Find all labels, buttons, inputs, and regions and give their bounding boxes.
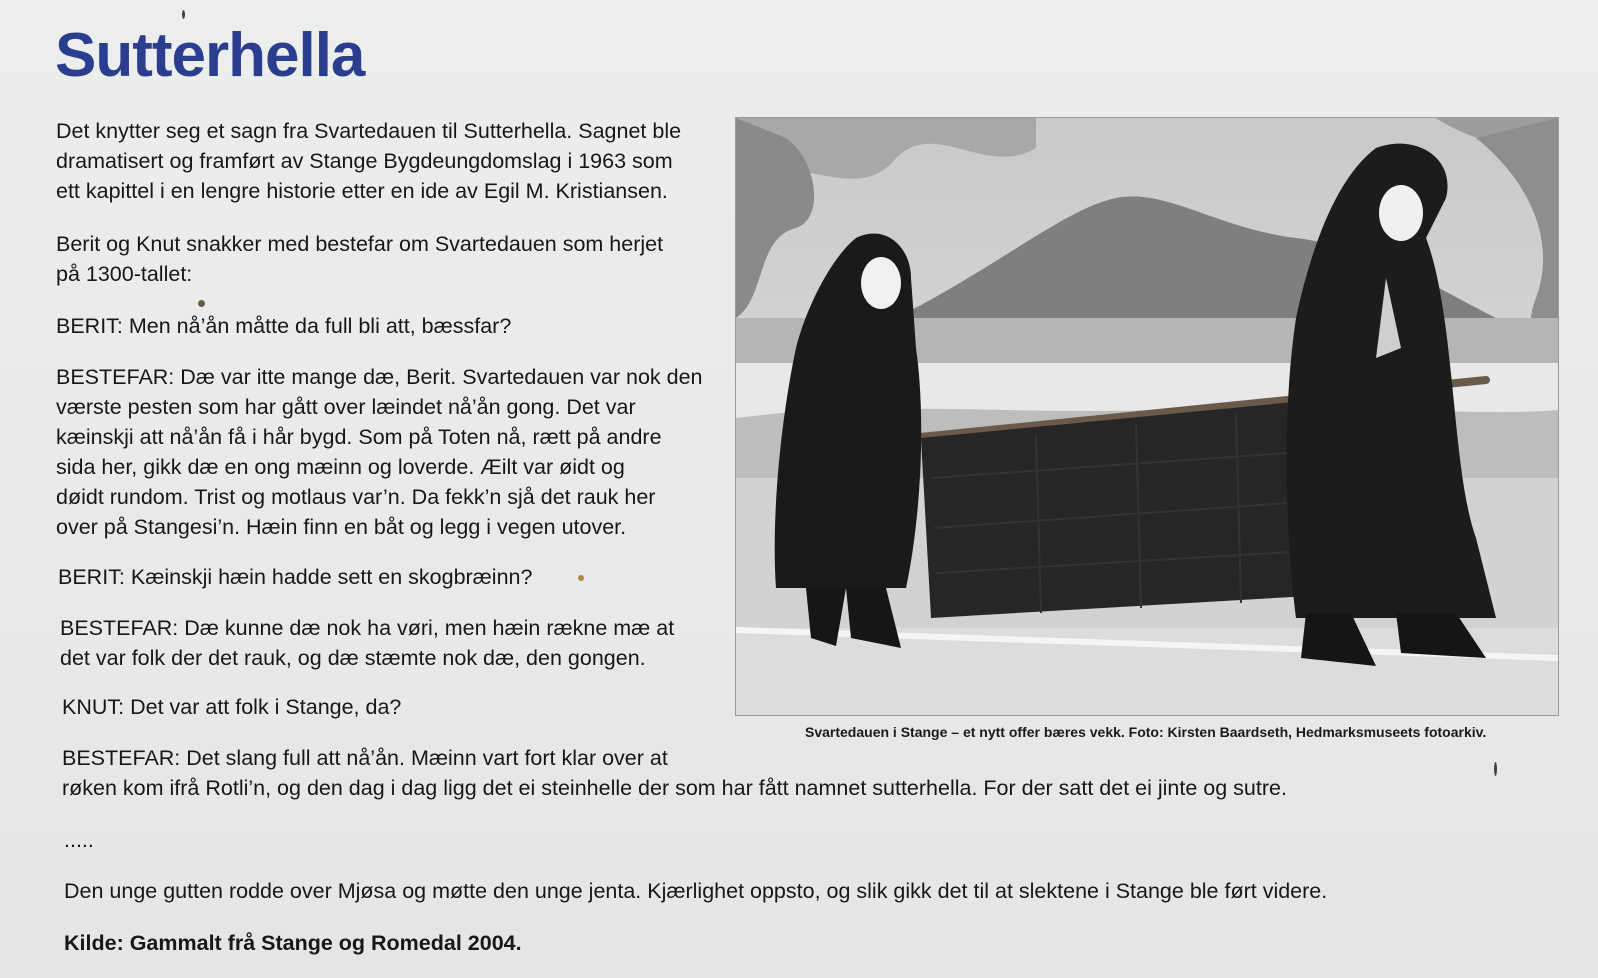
intro-paragraph: Det knytter seg et sagn fra Svartedauen til Sutterhella. Sagnet ble dramatisert og framført av Stange Bygdeungdomslag i 1963 som ett kapittel i en lengre historie etter en ide av Egil M. Kristiansen.: [56, 119, 682, 203]
dialogue-bestefar-2: BESTEFAR: Dæ kunne dæ nok ha vøri, men hæin rækne mæ at det var folk der det rauk, og dæ stæmte nok dæ, den gongen.: [60, 616, 675, 670]
weathering-speck: [182, 10, 185, 19]
dialogue-bestefar-3: BESTEFAR: Det slang full att nå’ån. Mæinn vart fort klar over at røken kom ifrå Rotli’n, og den dag i dag ligg det ei steinhelle der som har fått namnet sutterhella. For der satt det ei jinte og sutre.: [62, 746, 1287, 800]
dialogue-bestefar-1: BESTEFAR: Dæ var itte mange dæ, Berit. Svartedauen var nok den værste pesten som har gått over læindet nå’ån gong. Det var kæinskji att nå’ån få i hår bygd. Som på Toten nå, rætt på andre sida her, gikk dæ en ong mæinn og loverde. Æilt var øidt og døidt rundom. Trist og motlaus var’n. Da fekk’n sjå det rauk her over på Stangesi’n. Hæin finn en båt og legg i vegen utover.: [56, 365, 703, 539]
page-title: Sutterhella: [55, 21, 365, 90]
weathering-speck: [1494, 762, 1497, 776]
closing-paragraph: Den unge gutten rodde over Mjøsa og møtte den unge jenta. Kjærlighet oppsto, og slik gikk det til at slektene i Stange ble ført videre.: [64, 879, 1328, 903]
historical-photo: [735, 117, 1559, 716]
weathering-speck: [198, 300, 205, 307]
photo-caption: Svartedauen i Stange – et nytt offer bæres vekk. Foto: Kirsten Baardseth, Hedmarksmuseets fotoarkiv.: [805, 724, 1487, 740]
dialogue-berit-2: BERIT: Kæinskji hæin hadde sett en skogbræinn?: [58, 565, 533, 589]
dialogue-berit-1: BERIT: Men nå’ån måtte da full bli att, bæssfar?: [56, 314, 512, 338]
photo-illustration: [736, 118, 1558, 715]
ellipsis: .....: [64, 828, 94, 852]
context-paragraph: Berit og Knut snakker med bestefar om Svartedauen som herjet på 1300-tallet:: [56, 232, 664, 286]
weathering-speck: [578, 575, 584, 581]
dialogue-knut-1: KNUT: Det var att folk i Stange, da?: [62, 695, 402, 719]
source-citation: Kilde: Gammalt frå Stange og Romedal 2004.: [64, 931, 522, 955]
